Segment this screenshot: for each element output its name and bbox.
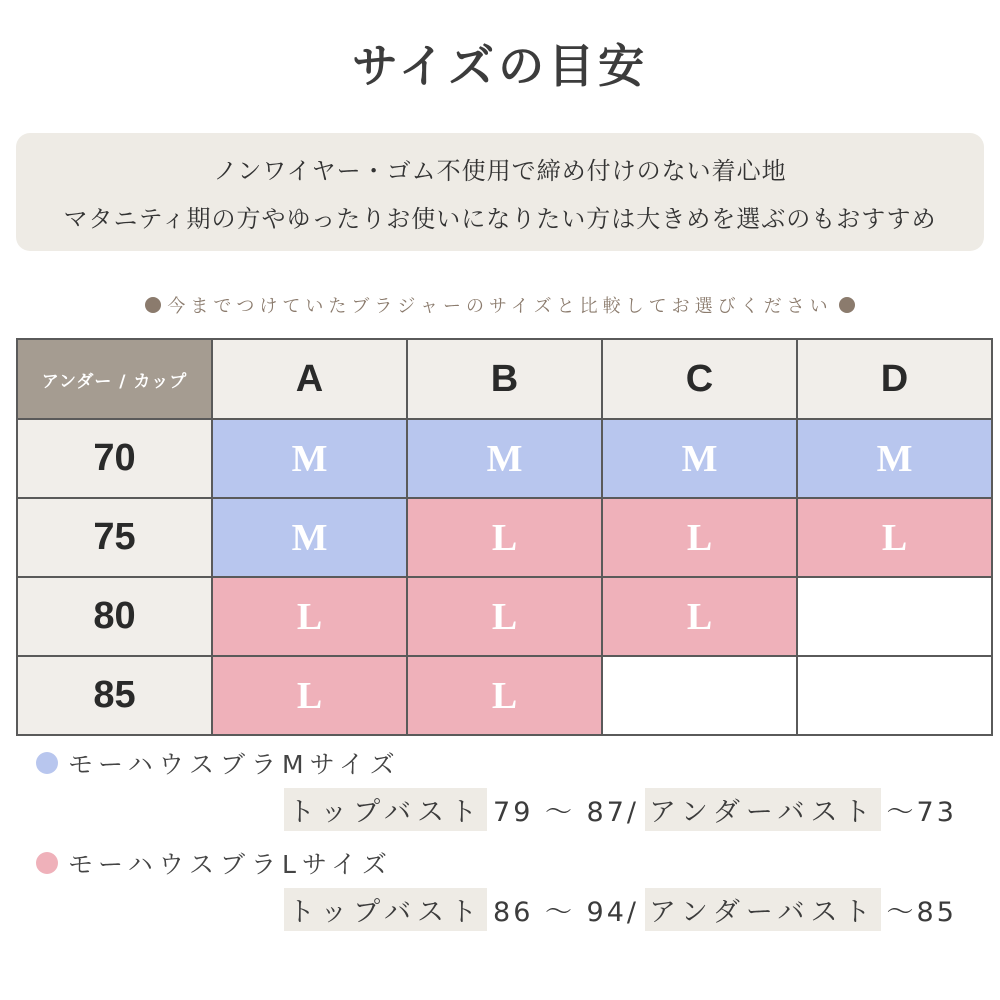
size-cell [602, 656, 797, 735]
spec-m [284, 788, 963, 831]
under-bust-label: アンダーバスト [645, 888, 881, 931]
table-row [17, 419, 992, 498]
pink-dot-icon [36, 852, 58, 874]
under-size-label: 70 [17, 419, 212, 498]
cup-header: C [602, 339, 797, 419]
under-bust-value: ～73 [886, 797, 957, 828]
size-cell: L [407, 656, 602, 735]
under-size-label: 85 [17, 656, 212, 735]
cup-header: D [797, 339, 992, 419]
corner-header: アンダー / カップ [17, 339, 212, 419]
intro-line-1: ノンワイヤー・ゴム不使用で締め付けのない着心地 [213, 157, 787, 185]
size-cell [797, 656, 992, 735]
compare-note-text: 今までつけていたブラジャーのサイズと比較してお選びください [167, 296, 833, 317]
table-header-row [17, 339, 992, 419]
table-row [17, 577, 992, 656]
size-cell: L [602, 498, 797, 577]
bullet-dot-icon [145, 297, 161, 313]
size-cell: L [407, 577, 602, 656]
size-cell: L [212, 577, 407, 656]
top-bust-label: トップバスト [284, 788, 487, 831]
size-cell: L [602, 577, 797, 656]
size-cell: M [407, 419, 602, 498]
top-bust-value: 79 ～ 87/ [493, 797, 640, 828]
spec-l [284, 888, 963, 931]
compare-note [0, 292, 1000, 318]
table-row [17, 498, 992, 577]
bullet-dot-icon [839, 297, 855, 313]
under-size-label: 80 [17, 577, 212, 656]
top-bust-value: 86 ～ 94/ [493, 897, 640, 928]
blue-dot-icon [36, 752, 58, 774]
size-cell: L [212, 656, 407, 735]
size-cell: M [602, 419, 797, 498]
under-bust-value: ～85 [886, 897, 957, 928]
size-cell: M [212, 419, 407, 498]
size-cell: M [797, 419, 992, 498]
cup-header: B [407, 339, 602, 419]
size-cell: L [407, 498, 602, 577]
legend-m-name: モーハウスブラMサイズ [68, 750, 401, 779]
legend-l-name: モーハウスブラLサイズ [68, 850, 393, 879]
size-cell: L [797, 498, 992, 577]
size-table [16, 338, 993, 736]
table-row [17, 656, 992, 735]
legend-l [36, 845, 393, 881]
under-size-label: 75 [17, 498, 212, 577]
size-cell: M [212, 498, 407, 577]
legend-m [36, 745, 401, 781]
intro-box [16, 133, 984, 251]
cup-header: A [212, 339, 407, 419]
size-cell [797, 577, 992, 656]
intro-line-2: マタニティ期の方やゆったりお使いになりたい方は大きめを選ぶのもおすすめ [63, 205, 937, 233]
top-bust-label: トップバスト [284, 888, 487, 931]
under-bust-label: アンダーバスト [645, 788, 881, 831]
page-title: サイズの目安 [351, 39, 649, 93]
